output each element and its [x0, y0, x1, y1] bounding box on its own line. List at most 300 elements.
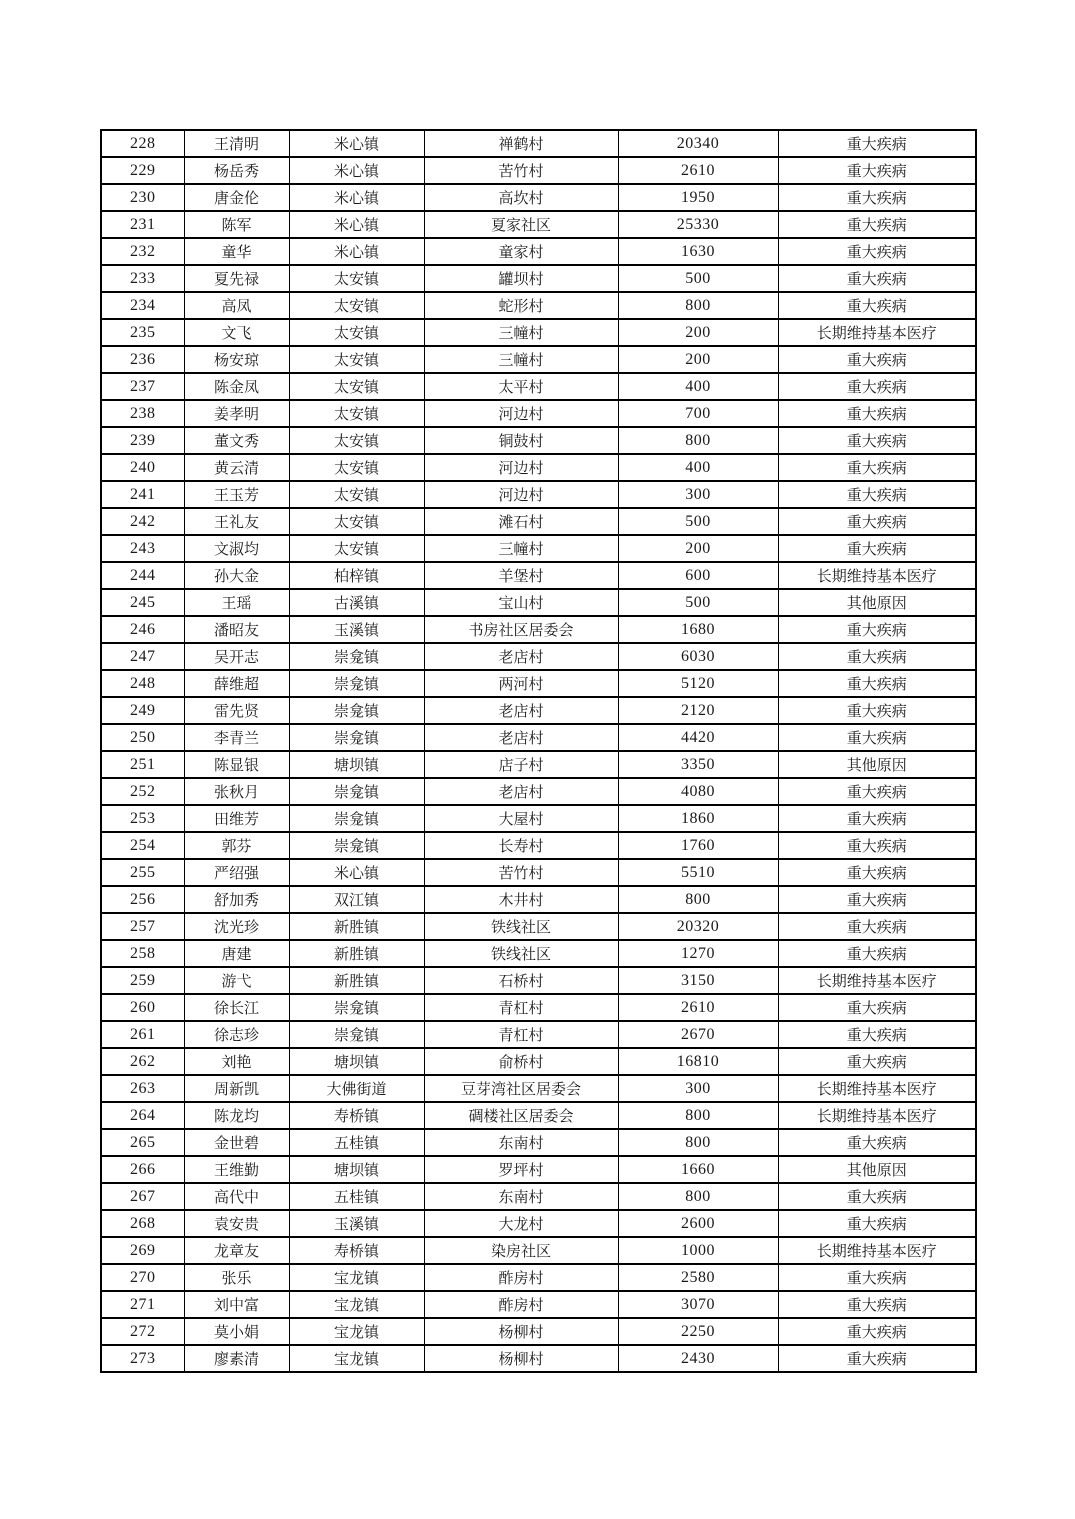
reason-cell: 重大疾病: [778, 184, 976, 211]
reason-cell: 重大疾病: [778, 643, 976, 670]
amount-cell: 500: [618, 589, 778, 616]
index-cell: 254: [101, 832, 184, 859]
table-row: [101, 994, 976, 1021]
village-cell: 老店村: [424, 724, 618, 751]
table-row: [101, 1318, 976, 1345]
village-cell: 大屋村: [424, 805, 618, 832]
village-cell: 东南村: [424, 1183, 618, 1210]
name-cell: 文飞: [184, 319, 289, 346]
village-cell: 河边村: [424, 400, 618, 427]
table-row: [101, 1237, 976, 1264]
name-cell: 郭芬: [184, 832, 289, 859]
amount-cell: 4420: [618, 724, 778, 751]
name-cell: 王维勤: [184, 1156, 289, 1183]
table-row: [101, 859, 976, 886]
village-cell: 杨柳村: [424, 1345, 618, 1372]
table-row: [101, 535, 976, 562]
name-cell: 文淑均: [184, 535, 289, 562]
amount-cell: 800: [618, 886, 778, 913]
table-row: [101, 319, 976, 346]
town-cell: 米心镇: [289, 211, 424, 238]
reason-cell: 重大疾病: [778, 778, 976, 805]
village-cell: 童家村: [424, 238, 618, 265]
index-cell: 260: [101, 994, 184, 1021]
amount-cell: 20320: [618, 913, 778, 940]
village-cell: 东南村: [424, 1129, 618, 1156]
reason-cell: 长期维持基本医疗: [778, 319, 976, 346]
village-cell: 大龙村: [424, 1210, 618, 1237]
village-cell: 青杠村: [424, 994, 618, 1021]
table-row: [101, 967, 976, 994]
name-cell: 舒加秀: [184, 886, 289, 913]
index-cell: 269: [101, 1237, 184, 1264]
name-cell: 唐建: [184, 940, 289, 967]
town-cell: 太安镇: [289, 265, 424, 292]
reason-cell: 重大疾病: [778, 1048, 976, 1075]
village-cell: 高坎村: [424, 184, 618, 211]
name-cell: 陈金凤: [184, 373, 289, 400]
village-cell: 滩石村: [424, 508, 618, 535]
town-cell: 玉溪镇: [289, 1210, 424, 1237]
reason-cell: 重大疾病: [778, 670, 976, 697]
name-cell: 王瑶: [184, 589, 289, 616]
table-row: [101, 562, 976, 589]
town-cell: 米心镇: [289, 859, 424, 886]
name-cell: 薛维超: [184, 670, 289, 697]
index-cell: 249: [101, 697, 184, 724]
town-cell: 太安镇: [289, 346, 424, 373]
name-cell: 陈显银: [184, 751, 289, 778]
reason-cell: 重大疾病: [778, 1264, 976, 1291]
table-row: [101, 697, 976, 724]
name-cell: 雷先贤: [184, 697, 289, 724]
name-cell: 徐长江: [184, 994, 289, 1021]
amount-cell: 1950: [618, 184, 778, 211]
name-cell: 田维芳: [184, 805, 289, 832]
index-cell: 240: [101, 454, 184, 481]
index-cell: 247: [101, 643, 184, 670]
town-cell: 太安镇: [289, 508, 424, 535]
village-cell: 宝山村: [424, 589, 618, 616]
index-cell: 266: [101, 1156, 184, 1183]
town-cell: 宝龙镇: [289, 1264, 424, 1291]
reason-cell: 长期维持基本医疗: [778, 1102, 976, 1129]
reason-cell: 重大疾病: [778, 373, 976, 400]
amount-cell: 800: [618, 427, 778, 454]
amount-cell: 2610: [618, 994, 778, 1021]
village-cell: 河边村: [424, 454, 618, 481]
town-cell: 崇龛镇: [289, 643, 424, 670]
reason-cell: 重大疾病: [778, 805, 976, 832]
town-cell: 大佛街道: [289, 1075, 424, 1102]
table-row: [101, 400, 976, 427]
table-row: [101, 157, 976, 184]
reason-cell: 重大疾病: [778, 292, 976, 319]
index-cell: 239: [101, 427, 184, 454]
name-cell: 董文秀: [184, 427, 289, 454]
town-cell: 米心镇: [289, 157, 424, 184]
village-cell: 蛇形村: [424, 292, 618, 319]
amount-cell: 25330: [618, 211, 778, 238]
reason-cell: 重大疾病: [778, 400, 976, 427]
amount-cell: 500: [618, 508, 778, 535]
table-row: [101, 778, 976, 805]
town-cell: 崇龛镇: [289, 670, 424, 697]
village-cell: 夏家社区: [424, 211, 618, 238]
index-cell: 234: [101, 292, 184, 319]
village-cell: 俞桥村: [424, 1048, 618, 1075]
table-row: [101, 1048, 976, 1075]
town-cell: 崇龛镇: [289, 805, 424, 832]
name-cell: 张乐: [184, 1264, 289, 1291]
town-cell: 古溪镇: [289, 589, 424, 616]
town-cell: 塘坝镇: [289, 1048, 424, 1075]
town-cell: 崇龛镇: [289, 994, 424, 1021]
village-cell: 三幢村: [424, 346, 618, 373]
reason-cell: 重大疾病: [778, 1318, 976, 1345]
table-row: [101, 805, 976, 832]
town-cell: 宝龙镇: [289, 1345, 424, 1372]
amount-cell: 800: [618, 1102, 778, 1129]
reason-cell: 长期维持基本医疗: [778, 562, 976, 589]
town-cell: 太安镇: [289, 535, 424, 562]
reason-cell: 重大疾病: [778, 697, 976, 724]
village-cell: 木井村: [424, 886, 618, 913]
name-cell: 王礼友: [184, 508, 289, 535]
village-cell: 三幢村: [424, 535, 618, 562]
reason-cell: 重大疾病: [778, 994, 976, 1021]
index-cell: 267: [101, 1183, 184, 1210]
name-cell: 黄云清: [184, 454, 289, 481]
table-row: [101, 454, 976, 481]
reason-cell: 重大疾病: [778, 1183, 976, 1210]
reason-cell: 其他原因: [778, 589, 976, 616]
table-row: [101, 670, 976, 697]
table-row: [101, 1156, 976, 1183]
town-cell: 柏梓镇: [289, 562, 424, 589]
reason-cell: 重大疾病: [778, 832, 976, 859]
village-cell: 书房社区居委会: [424, 616, 618, 643]
amount-cell: 800: [618, 1129, 778, 1156]
amount-cell: 2250: [618, 1318, 778, 1345]
reason-cell: 重大疾病: [778, 508, 976, 535]
village-cell: 三幢村: [424, 319, 618, 346]
name-cell: 王清明: [184, 130, 289, 157]
name-cell: 徐志珍: [184, 1021, 289, 1048]
index-cell: 243: [101, 535, 184, 562]
table-row: [101, 751, 976, 778]
amount-cell: 2610: [618, 157, 778, 184]
name-cell: 孙大金: [184, 562, 289, 589]
village-cell: 苦竹村: [424, 157, 618, 184]
index-cell: 229: [101, 157, 184, 184]
name-cell: 沈光珍: [184, 913, 289, 940]
name-cell: 袁安贵: [184, 1210, 289, 1237]
town-cell: 宝龙镇: [289, 1291, 424, 1318]
amount-cell: 20340: [618, 130, 778, 157]
index-cell: 252: [101, 778, 184, 805]
reason-cell: 重大疾病: [778, 913, 976, 940]
town-cell: 新胜镇: [289, 940, 424, 967]
town-cell: 五桂镇: [289, 1129, 424, 1156]
village-cell: 石桥村: [424, 967, 618, 994]
amount-cell: 300: [618, 1075, 778, 1102]
village-cell: 两河村: [424, 670, 618, 697]
amount-cell: 800: [618, 1183, 778, 1210]
index-cell: 270: [101, 1264, 184, 1291]
name-cell: 潘昭友: [184, 616, 289, 643]
reason-cell: 重大疾病: [778, 481, 976, 508]
table-row: [101, 130, 976, 157]
town-cell: 米心镇: [289, 130, 424, 157]
table-row: [101, 1075, 976, 1102]
table-row: [101, 346, 976, 373]
name-cell: 唐金伦: [184, 184, 289, 211]
amount-cell: 3150: [618, 967, 778, 994]
reason-cell: 重大疾病: [778, 211, 976, 238]
name-cell: 姜孝明: [184, 400, 289, 427]
town-cell: 新胜镇: [289, 913, 424, 940]
table-row: [101, 1345, 976, 1372]
reason-cell: 重大疾病: [778, 1291, 976, 1318]
reason-cell: 重大疾病: [778, 265, 976, 292]
amount-cell: 6030: [618, 643, 778, 670]
amount-cell: 200: [618, 319, 778, 346]
village-cell: 长寿村: [424, 832, 618, 859]
village-cell: 老店村: [424, 697, 618, 724]
table-row: [101, 616, 976, 643]
reason-cell: 重大疾病: [778, 454, 976, 481]
index-cell: 241: [101, 481, 184, 508]
village-cell: 太平村: [424, 373, 618, 400]
village-cell: 铁线社区: [424, 913, 618, 940]
table-row: [101, 211, 976, 238]
table-row: [101, 589, 976, 616]
amount-cell: 16810: [618, 1048, 778, 1075]
index-cell: 248: [101, 670, 184, 697]
table-row: [101, 1021, 976, 1048]
village-cell: 酢房村: [424, 1291, 618, 1318]
village-cell: 河边村: [424, 481, 618, 508]
index-cell: 261: [101, 1021, 184, 1048]
town-cell: 寿桥镇: [289, 1102, 424, 1129]
amount-cell: 2120: [618, 697, 778, 724]
index-cell: 250: [101, 724, 184, 751]
reason-cell: 重大疾病: [778, 157, 976, 184]
town-cell: 太安镇: [289, 427, 424, 454]
index-cell: 232: [101, 238, 184, 265]
reason-cell: 重大疾病: [778, 724, 976, 751]
index-cell: 271: [101, 1291, 184, 1318]
amount-cell: 600: [618, 562, 778, 589]
reason-cell: 重大疾病: [778, 1021, 976, 1048]
name-cell: 高代中: [184, 1183, 289, 1210]
town-cell: 太安镇: [289, 481, 424, 508]
name-cell: 李青兰: [184, 724, 289, 751]
reason-cell: 长期维持基本医疗: [778, 1237, 976, 1264]
town-cell: 崇龛镇: [289, 1021, 424, 1048]
town-cell: 五桂镇: [289, 1183, 424, 1210]
amount-cell: 2430: [618, 1345, 778, 1372]
index-cell: 242: [101, 508, 184, 535]
village-cell: 豆芽湾社区居委会: [424, 1075, 618, 1102]
index-cell: 255: [101, 859, 184, 886]
town-cell: 太安镇: [289, 454, 424, 481]
name-cell: 王玉芳: [184, 481, 289, 508]
reason-cell: 重大疾病: [778, 886, 976, 913]
reason-cell: 重大疾病: [778, 616, 976, 643]
index-cell: 244: [101, 562, 184, 589]
index-cell: 262: [101, 1048, 184, 1075]
reason-cell: 其他原因: [778, 1156, 976, 1183]
table-row: [101, 1291, 976, 1318]
name-cell: 高凤: [184, 292, 289, 319]
reason-cell: 重大疾病: [778, 1129, 976, 1156]
reason-cell: 重大疾病: [778, 427, 976, 454]
village-cell: 店子村: [424, 751, 618, 778]
town-cell: 塘坝镇: [289, 751, 424, 778]
index-cell: 273: [101, 1345, 184, 1372]
reason-cell: 重大疾病: [778, 1345, 976, 1372]
reason-cell: 重大疾病: [778, 346, 976, 373]
index-cell: 259: [101, 967, 184, 994]
town-cell: 崇龛镇: [289, 832, 424, 859]
amount-cell: 5510: [618, 859, 778, 886]
village-cell: 杨柳村: [424, 1318, 618, 1345]
amount-cell: 3350: [618, 751, 778, 778]
reason-cell: 重大疾病: [778, 535, 976, 562]
assistance-table: [100, 129, 977, 1373]
index-cell: 253: [101, 805, 184, 832]
name-cell: 严绍强: [184, 859, 289, 886]
amount-cell: 400: [618, 373, 778, 400]
table-row: [101, 1102, 976, 1129]
amount-cell: 1760: [618, 832, 778, 859]
town-cell: 崇龛镇: [289, 697, 424, 724]
village-cell: 罐坝村: [424, 265, 618, 292]
table-row: [101, 724, 976, 751]
reason-cell: 长期维持基本医疗: [778, 1075, 976, 1102]
amount-cell: 500: [618, 265, 778, 292]
table-row: [101, 940, 976, 967]
table-row: [101, 184, 976, 211]
amount-cell: 700: [618, 400, 778, 427]
amount-cell: 200: [618, 535, 778, 562]
reason-cell: 长期维持基本医疗: [778, 967, 976, 994]
table-row: [101, 427, 976, 454]
amount-cell: 5120: [618, 670, 778, 697]
amount-cell: 3070: [618, 1291, 778, 1318]
name-cell: 刘中富: [184, 1291, 289, 1318]
name-cell: 夏先禄: [184, 265, 289, 292]
town-cell: 宝龙镇: [289, 1318, 424, 1345]
amount-cell: 800: [618, 292, 778, 319]
index-cell: 268: [101, 1210, 184, 1237]
amount-cell: 400: [618, 454, 778, 481]
name-cell: 陈军: [184, 211, 289, 238]
village-cell: 青杠村: [424, 1021, 618, 1048]
village-cell: 罗坪村: [424, 1156, 618, 1183]
index-cell: 233: [101, 265, 184, 292]
town-cell: 米心镇: [289, 184, 424, 211]
village-cell: 禅鹤村: [424, 130, 618, 157]
name-cell: 刘艳: [184, 1048, 289, 1075]
amount-cell: 1630: [618, 238, 778, 265]
amount-cell: 1270: [618, 940, 778, 967]
name-cell: 周新凯: [184, 1075, 289, 1102]
town-cell: 新胜镇: [289, 967, 424, 994]
village-cell: 铁线社区: [424, 940, 618, 967]
reason-cell: 重大疾病: [778, 1210, 976, 1237]
index-cell: 265: [101, 1129, 184, 1156]
table-row: [101, 1264, 976, 1291]
table-row: [101, 1210, 976, 1237]
index-cell: 236: [101, 346, 184, 373]
amount-cell: 200: [618, 346, 778, 373]
table-row: [101, 886, 976, 913]
village-cell: 苦竹村: [424, 859, 618, 886]
town-cell: 太安镇: [289, 373, 424, 400]
name-cell: 杨岳秀: [184, 157, 289, 184]
index-cell: 230: [101, 184, 184, 211]
village-cell: 酢房村: [424, 1264, 618, 1291]
name-cell: 吴开志: [184, 643, 289, 670]
town-cell: 太安镇: [289, 292, 424, 319]
table-row: [101, 481, 976, 508]
reason-cell: 其他原因: [778, 751, 976, 778]
village-cell: 铜鼓村: [424, 427, 618, 454]
table-row: [101, 913, 976, 940]
town-cell: 双江镇: [289, 886, 424, 913]
index-cell: 257: [101, 913, 184, 940]
name-cell: 童华: [184, 238, 289, 265]
amount-cell: 2600: [618, 1210, 778, 1237]
index-cell: 245: [101, 589, 184, 616]
town-cell: 米心镇: [289, 238, 424, 265]
name-cell: 游弋: [184, 967, 289, 994]
table-row: [101, 265, 976, 292]
index-cell: 231: [101, 211, 184, 238]
index-cell: 251: [101, 751, 184, 778]
table-row: [101, 643, 976, 670]
name-cell: 陈龙均: [184, 1102, 289, 1129]
index-cell: 258: [101, 940, 184, 967]
table-row: [101, 373, 976, 400]
table-row: [101, 292, 976, 319]
index-cell: 246: [101, 616, 184, 643]
village-cell: 老店村: [424, 778, 618, 805]
table-row: [101, 1129, 976, 1156]
village-cell: 老店村: [424, 643, 618, 670]
town-cell: 太安镇: [289, 400, 424, 427]
reason-cell: 重大疾病: [778, 130, 976, 157]
table-row: [101, 238, 976, 265]
index-cell: 228: [101, 130, 184, 157]
index-cell: 256: [101, 886, 184, 913]
town-cell: 玉溪镇: [289, 616, 424, 643]
reason-cell: 重大疾病: [778, 238, 976, 265]
name-cell: 金世碧: [184, 1129, 289, 1156]
name-cell: 廖素清: [184, 1345, 289, 1372]
name-cell: 张秋月: [184, 778, 289, 805]
town-cell: 太安镇: [289, 319, 424, 346]
name-cell: 龙章友: [184, 1237, 289, 1264]
index-cell: 272: [101, 1318, 184, 1345]
town-cell: 崇龛镇: [289, 778, 424, 805]
village-cell: 羊堡村: [424, 562, 618, 589]
index-cell: 237: [101, 373, 184, 400]
amount-cell: 1680: [618, 616, 778, 643]
